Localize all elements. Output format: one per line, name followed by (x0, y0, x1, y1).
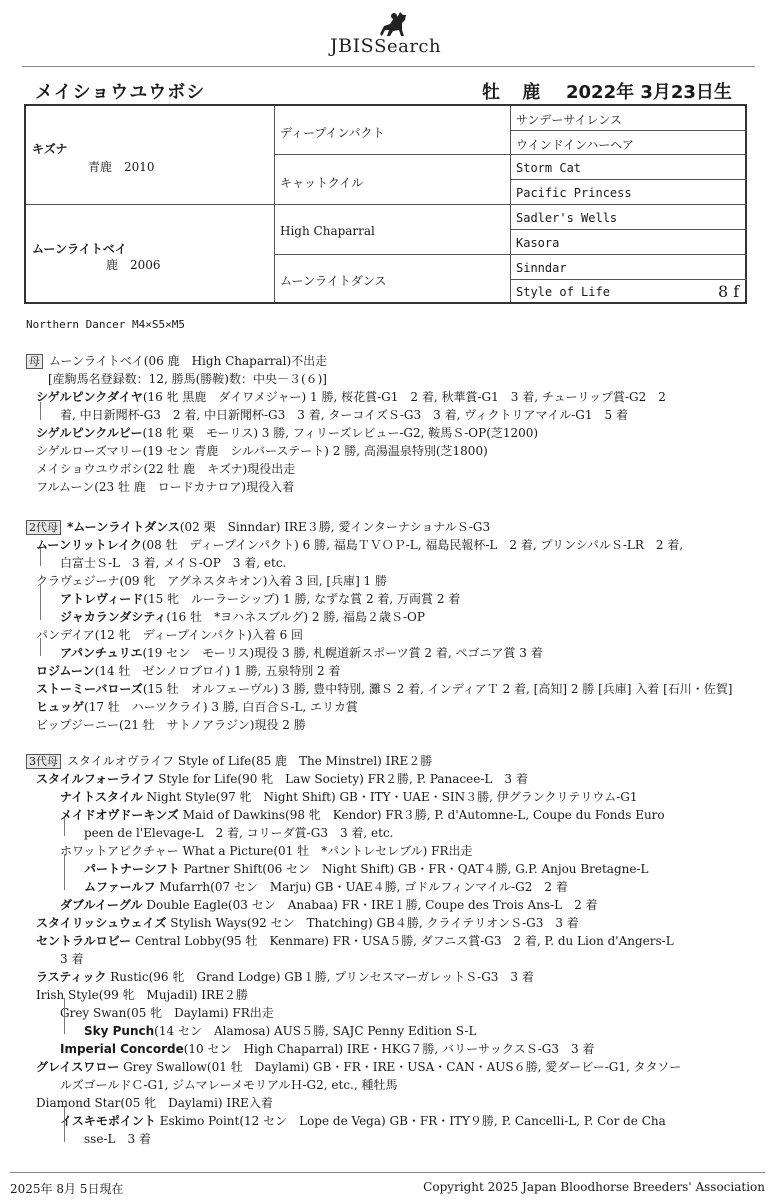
jbis-logo[interactable] (0, 8, 775, 58)
note-line (36, 478, 294, 495)
note-line (36, 460, 295, 477)
horse-link[interactable]: ロジムーン (36, 664, 95, 678)
horse-link[interactable]: セントラルロビー (36, 934, 132, 948)
gen3-7[interactable]: Sinndar (516, 261, 567, 275)
note-line (60, 608, 425, 625)
generation-tag: 母 (26, 354, 43, 369)
tree-connector (64, 854, 65, 890)
note-text: メイショウユウボシ(22 牡 鹿 キズナ)現役出走 (36, 462, 296, 476)
note-line (60, 788, 637, 805)
note-text: ルズゴールドＣ-G1, ジムマレーメモリアルＨ-G2, etc., 種牡馬 (60, 1078, 398, 1092)
pedigree-divider (510, 130, 747, 131)
gen3-1[interactable]: サンデーサイレンス (516, 113, 622, 127)
horse-link[interactable]: ストーミーバローズ (36, 682, 143, 696)
note-text: (19 セン モーリス)現役 3 勝, 札幌道新スポーツ賞 2 着, ペゴニア賞 3 着 (142, 646, 543, 660)
note-text: Stylish Ways(92 セン Thatching) GB４勝, クライテリオンＳ-G3 3 着 (166, 916, 579, 930)
note-text: シゲルローズマリー(19 セン 青鹿 シルバーステート) 2 勝, 高湯温泉特別(芝1800) (36, 444, 488, 458)
horse-link[interactable]: イスキモポイント (60, 1114, 156, 1128)
header-divider (22, 66, 755, 67)
horse-link[interactable]: Sky Punch (84, 1024, 155, 1038)
pedigree-divider (274, 154, 510, 155)
note-line (60, 896, 598, 913)
horse-link[interactable]: ヒュッゲ (36, 700, 85, 714)
dam-sire[interactable]: High Chaparral (280, 224, 375, 238)
footer-date: 2025年 8月 5日現在 (10, 1182, 124, 1196)
note-text: Maid of Dawkins(98 牝 Kendor) FR３勝, P. d'Automne-L, Coupe du Fonds Euro (178, 808, 665, 822)
horse-link[interactable]: *ムーンライトダンス (67, 520, 180, 534)
note-line (60, 1076, 398, 1093)
pedigree-divider (26, 204, 274, 205)
note-line (26, 752, 432, 769)
note-line (36, 716, 306, 733)
note-text: (18 牝 栗 モーリス) 3 勝, フィリーズレビュー-G2, 鞍馬Ｓ-OP(芝1200) (142, 426, 539, 440)
note-text: peen de l'Elevage-L 2 着, コリーダ賞-G3 3 着, etc. (84, 826, 394, 840)
note-line (60, 1040, 594, 1057)
horse-link[interactable]: ムーンリットレイク (36, 538, 142, 552)
note-text: [産駒馬名登録数：12, 勝馬(勝鞍)数：中央－３(６)] (48, 372, 327, 386)
horse-link[interactable]: Imperial Concorde (60, 1042, 184, 1056)
note-text: (08 牡 ディープインパクト) 6 勝, 福島ＴＶＯＰ-L, 福島民報杯-L 2 着, プリンシパルＳ-LR 2 着, (141, 538, 684, 552)
dam-name[interactable]: ムーンライトベイ (32, 242, 127, 256)
note-line (84, 1022, 476, 1039)
note-text: クラヴェジーナ(09 牝 アグネスタキオン)入着 3 回, [兵庫] 1 勝 (36, 574, 388, 588)
note-text: Style for Life(90 牝 Law Society) FR２勝, P. Panacee-L 3 着 (154, 772, 528, 786)
horse-sex-color: 牡 鹿 (482, 82, 549, 103)
dam-detail: 鹿 2006 (106, 258, 161, 272)
note-line (36, 680, 732, 697)
gen3-2[interactable]: ウインドインハーヘア (516, 138, 634, 152)
note-line (60, 1004, 274, 1021)
note-text: (16 牡 *ヨハネスブルグ) 2 勝, 福島２歳Ｓ-OP (166, 610, 425, 624)
pedigree-divider (510, 179, 747, 180)
gen3-6[interactable]: Kasora (516, 236, 560, 250)
tree-connector (40, 638, 41, 656)
pedigree-table (24, 104, 747, 304)
note-line (84, 824, 394, 841)
inbreeding-note: Northern Dancer M4×S5×M5 (26, 318, 185, 331)
logo-text: JBISSearch (330, 35, 442, 57)
note-line (60, 950, 83, 967)
note-text: Rustic(96 牝 Grand Lodge) GB１勝, プリンセスマーガレットＳ-G3 3 着 (106, 970, 534, 984)
note-text: 3 着 (60, 952, 84, 966)
pedigree-divider (510, 279, 747, 280)
pedigree-divider (510, 229, 747, 230)
note-text: (14 セン Alamosa) AUS５勝, SAJC Penny Edition S-L (154, 1024, 477, 1038)
horse-link[interactable]: スタイルフォーライフ (36, 772, 155, 786)
note-text: Night Style(97 牝 Night Shift) GB・ITY・UAE・SIN３勝, 伊グランクリテリウム-G1 (142, 790, 638, 804)
tree-connector (40, 402, 41, 420)
footer-divider (10, 1172, 765, 1173)
note-line (36, 932, 674, 949)
horse-link[interactable]: ダブルイーグル (60, 898, 143, 912)
note-line (60, 406, 628, 423)
horse-link[interactable]: ジャカランダシティ (60, 610, 167, 624)
note-text: (15 牡 オルフェーヴル) 3 勝, 豊中特別, 灘Ｓ 2 着, インディアＴ 2 着, [高知] 2 勝 [兵庫] 入着 [石川・佐賀] (142, 682, 733, 696)
gen3-8[interactable]: Style of Life (516, 285, 610, 299)
horse-link[interactable]: メイドオヴドーキンズ (60, 808, 179, 822)
note-text: Double Eagle(03 セン Anabaa) FR・IRE１勝, Coupe des Trois Ans-L 2 着 (142, 898, 598, 912)
horse-link[interactable]: ナイトスタイル (60, 790, 143, 804)
horse-link[interactable]: パートナーシフト (84, 862, 180, 876)
note-line (60, 1112, 666, 1129)
family-number: 8 f (718, 282, 740, 301)
note-line (84, 1130, 151, 1147)
horse-link[interactable]: シゲルピンクダイヤ (36, 390, 143, 404)
note-line (36, 626, 303, 643)
note-line (26, 352, 327, 369)
note-line (36, 968, 534, 985)
note-text: Eskimo Point(12 セン Lope de Vega) GB・FR・ITY９勝, P. Cancelli-L, P. Cor de Cha (155, 1114, 666, 1128)
note-text: (14 牡 ゼンノロブロイ) 1 勝, 五泉特別 2 着 (94, 664, 341, 678)
note-text: (15 牝 ルーラーシップ) 1 勝, なずな賞 2 着, 万両賞 2 着 (143, 592, 461, 606)
note-text: フルムーン(23 牡 鹿 ロードカナロア)現役入着 (36, 480, 295, 494)
horse-birth-date: 2022年 3月23日生 (566, 82, 732, 103)
note-line (36, 572, 387, 589)
gen3-5[interactable]: Sadler's Wells (516, 211, 618, 225)
note-line (36, 424, 538, 441)
note-line (26, 518, 490, 535)
tree-connector (40, 548, 41, 566)
pedigree-divider (510, 254, 747, 255)
horse-link[interactable]: アトレヴィード (60, 592, 144, 606)
footer-copyright: Copyright 2025 Japan Bloodhorse Breeders' Association (423, 1180, 765, 1194)
note-line (36, 536, 683, 553)
note-line (36, 388, 666, 405)
horse-name: メイショウユウボシ (35, 82, 206, 103)
note-line (60, 842, 472, 859)
dam-dam[interactable]: ムーンライトダンス (280, 274, 387, 288)
sire-name[interactable]: キズナ (32, 142, 68, 156)
note-line (36, 1094, 273, 1111)
note-text: Central Lobby(95 牡 Kenmare) FR・USA５勝, ダフニス賞-G3 2 着, P. du Lion d'Angers-L (131, 934, 674, 948)
note-text: 白富士Ｓ-L 3 着, メイＳ-OP 3 着, etc. (60, 556, 287, 570)
generation-tag: 3代母 (26, 754, 61, 769)
sire-dam[interactable]: キャットクイル (280, 176, 364, 190)
note-text: Irish Style(99 牝 Mujadil) IRE２勝 (36, 988, 248, 1002)
gen3-3[interactable]: Storm Cat (516, 161, 582, 175)
pedigree-divider (510, 204, 747, 205)
note-line (60, 644, 543, 661)
note-line (60, 554, 286, 571)
note-line (48, 370, 327, 387)
note-line (36, 442, 488, 459)
note-line (36, 1058, 681, 1075)
horse-link[interactable]: グレイスワロー (36, 1060, 120, 1074)
sire-sire[interactable]: ディープインパクト (280, 126, 385, 140)
note-text: ビップジーニー(21 牡 サトノアラジン)現役 2 勝 (36, 718, 306, 732)
note-text: (02 栗 Sinndar) IRE３勝, 愛インターナショナルＳ-G3 (179, 520, 491, 534)
note-text: スタイルオヴライフ Style of Life(85 鹿 The Minstrel) IRE２勝 (67, 754, 433, 768)
note-text: (17 牡 ハーツクライ) 3 勝, 白百合Ｓ-L, エリカ賞 (84, 700, 358, 714)
note-text: Diamond Star(05 牝 Daylami) IRE入着 (36, 1096, 273, 1110)
tree-connector (64, 1106, 65, 1142)
note-text: Grey Swallow(01 牡 Daylami) GB・FR・IRE・USA・CAN・AUS６勝, 愛ダービー-G1, タタソー (119, 1060, 682, 1074)
note-text: (10 セン High Chaparral) IRE・HKG７勝, バリーサックスＳ-G3 3 着 (183, 1042, 595, 1056)
note-line (84, 878, 568, 895)
note-line (60, 590, 460, 607)
note-line (36, 662, 340, 679)
note-line (36, 914, 579, 931)
horse-link[interactable]: ラスティック (36, 970, 107, 984)
note-text: sse-L 3 着 (84, 1132, 151, 1146)
note-text: Mufarrh(07 セン Marju) GB・UAE４勝, ゴドルフィンマイル-G2 2 着 (155, 880, 568, 894)
horse-link[interactable]: シゲルピンクルビー (36, 426, 143, 440)
tree-connector (64, 998, 65, 1034)
note-text: ムーンライトベイ(06 鹿 High Chaparral)不出走 (49, 354, 328, 368)
pedigree-divider (274, 254, 510, 255)
note-text: Partner Shift(06 セン Night Shift) GB・FR・QAT４勝, G.P. Anjou Bretagne-L (179, 862, 649, 876)
horse-link[interactable]: ムファールフ (84, 880, 156, 894)
note-text: ホワットアピクチャー What a Picture(01 牡 *パントレセレブル) FR出走 (60, 844, 473, 858)
pedigree-divider (510, 154, 747, 155)
generation-tag: 2代母 (26, 520, 61, 535)
note-text: 着, 中日新聞杯-G3 2 着, 中日新聞杯-G3 3 着, ターコイズＳ-G3 3 着, ヴィクトリアマイル-G1 5 着 (60, 408, 628, 422)
note-text: (16 牝 黒鹿 ダイワメジャー) 1 勝, 桜花賞-G1 2 着, 秋華賞-G1 3 着, チューリップ賞-G2 2 (142, 390, 666, 404)
note-line (60, 806, 665, 823)
tree-connector (40, 584, 41, 620)
sire-detail: 青鹿 2010 (88, 160, 155, 174)
horse-link[interactable]: アパンチュリエ (60, 646, 143, 660)
note-line (36, 770, 528, 787)
tree-connector (64, 818, 65, 836)
note-line (84, 860, 649, 877)
note-text: Grey Swan(05 牝 Daylami) FR出走 (60, 1006, 274, 1020)
gen3-4[interactable]: Pacific Princess (516, 186, 632, 200)
pedigree-divider (274, 204, 510, 205)
horse-link[interactable]: スタイリッシュウェイズ (36, 916, 167, 930)
note-text: パンデイア(12 牝 ディープインパクト)入着 6 回 (36, 628, 304, 642)
note-line (36, 986, 248, 1003)
note-line (36, 698, 358, 715)
